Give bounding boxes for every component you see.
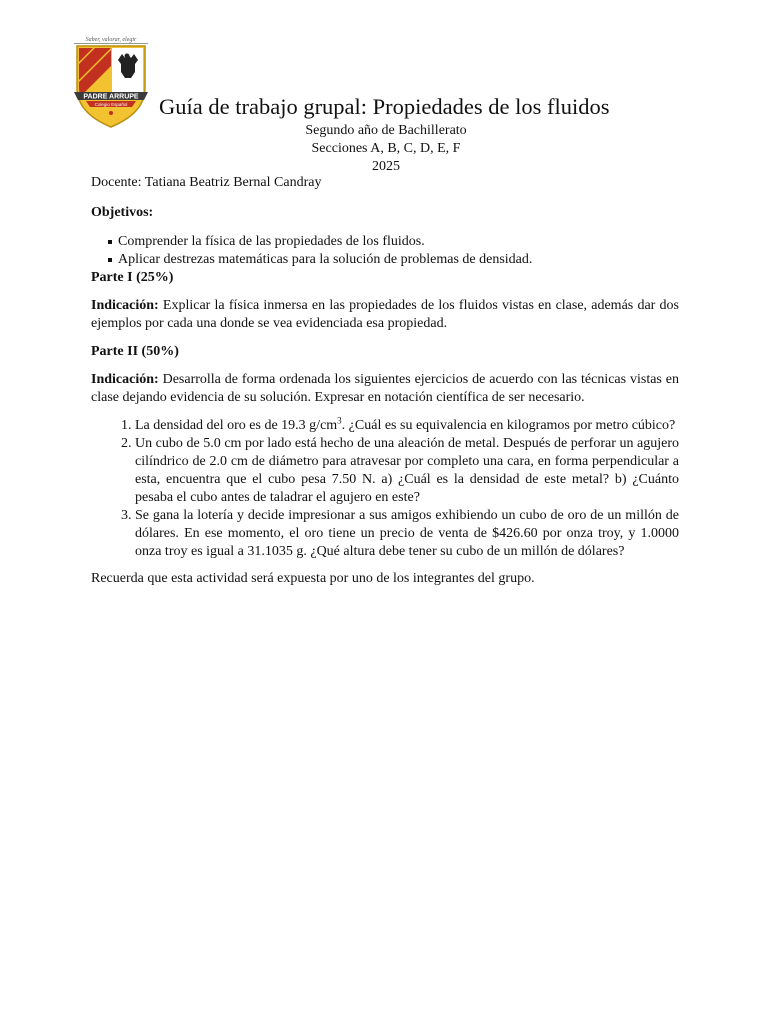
school-logo	[66, 34, 156, 130]
exercise-1-text-end: . ¿Cuál es su equivalencia en kilogramos por metro cúbico?	[341, 418, 676, 433]
part2-heading: Parte II (50%)	[91, 344, 179, 359]
exercise-item: 3. Se gana la lotería y decide impresionar a sus amigos exhibiendo un cubo de oro de un millón de dólares. En ese momento, el oro tiene un precio de venta de $426.60 por onza troy, y 1.0000 onza troy es igual a 31.1035 g. ¿Qué altura debe tener su cubo de un millón de dólares?	[135, 507, 679, 561]
grade-line: Segundo año de Bachillerato	[305, 123, 467, 138]
exercise-item: 2. Un cubo de 5.0 cm por lado está hecho de una aleación de metal. Después de perforar un agujero cilíndrico de 2.0 cm de diámetro para atravesar por completo una cara, en forma perpendicular a esta, encuentra que el cubo pesa 7.50 N. a) ¿Cuál es la densidad de este metal? b) ¿Cuánto pesaba el cubo antes de taladrar el agujero en este?	[135, 435, 679, 507]
part1-text: Explicar la física inmersa en las propiedades de los fluidos vistas en clase, además dar dos ejemplos por cada una donde se vea evidenciada esa propiedad.	[91, 298, 679, 331]
page-title: Guía de trabajo grupal: Propiedades de los fluidos	[159, 94, 610, 119]
part2-instruction	[91, 371, 679, 407]
exercise-1-text: La densidad del oro es de 19.3 g/cm	[135, 418, 338, 433]
logo-sub-banner: Colegio Español	[94, 102, 128, 107]
closing-note: Recuerda que esta actividad será expuesta por uno de los integrantes del grupo.	[91, 571, 535, 586]
exercise-1-exponent: 3	[337, 415, 342, 426]
part2-label: Indicación:	[91, 372, 159, 387]
objective-item: Aplicar destrezas matemáticas para la solución de problemas de densidad.	[107, 251, 679, 269]
logo-motto: Saber, valorar, elegir	[85, 37, 137, 43]
part1-label: Indicación:	[91, 298, 159, 313]
teacher-line: Docente: Tatiana Beatriz Bernal Candray	[91, 175, 322, 190]
part2-text: Desarrolla de forma ordenada los siguientes ejercicios de acuerdo con las técnicas vistas en clase dejando evidencia de su solución. Expresar en notación científica de ser necesario.	[91, 372, 679, 405]
exercise-list	[91, 417, 679, 561]
year-line: 2025	[372, 159, 400, 174]
objective-item: Comprender la física de las propiedades de los fluidos.	[107, 233, 679, 251]
logo-banner: PADRE ARRUPE	[83, 93, 139, 101]
document-body	[91, 174, 679, 588]
part1-instruction	[91, 297, 679, 333]
objectives-heading: Objetivos:	[91, 205, 154, 220]
exercise-item	[135, 417, 679, 435]
part1-heading: Parte I (25%)	[91, 270, 174, 285]
objectives-list	[91, 233, 679, 269]
sections-line: Secciones A, B, C, D, E, F	[311, 141, 461, 156]
